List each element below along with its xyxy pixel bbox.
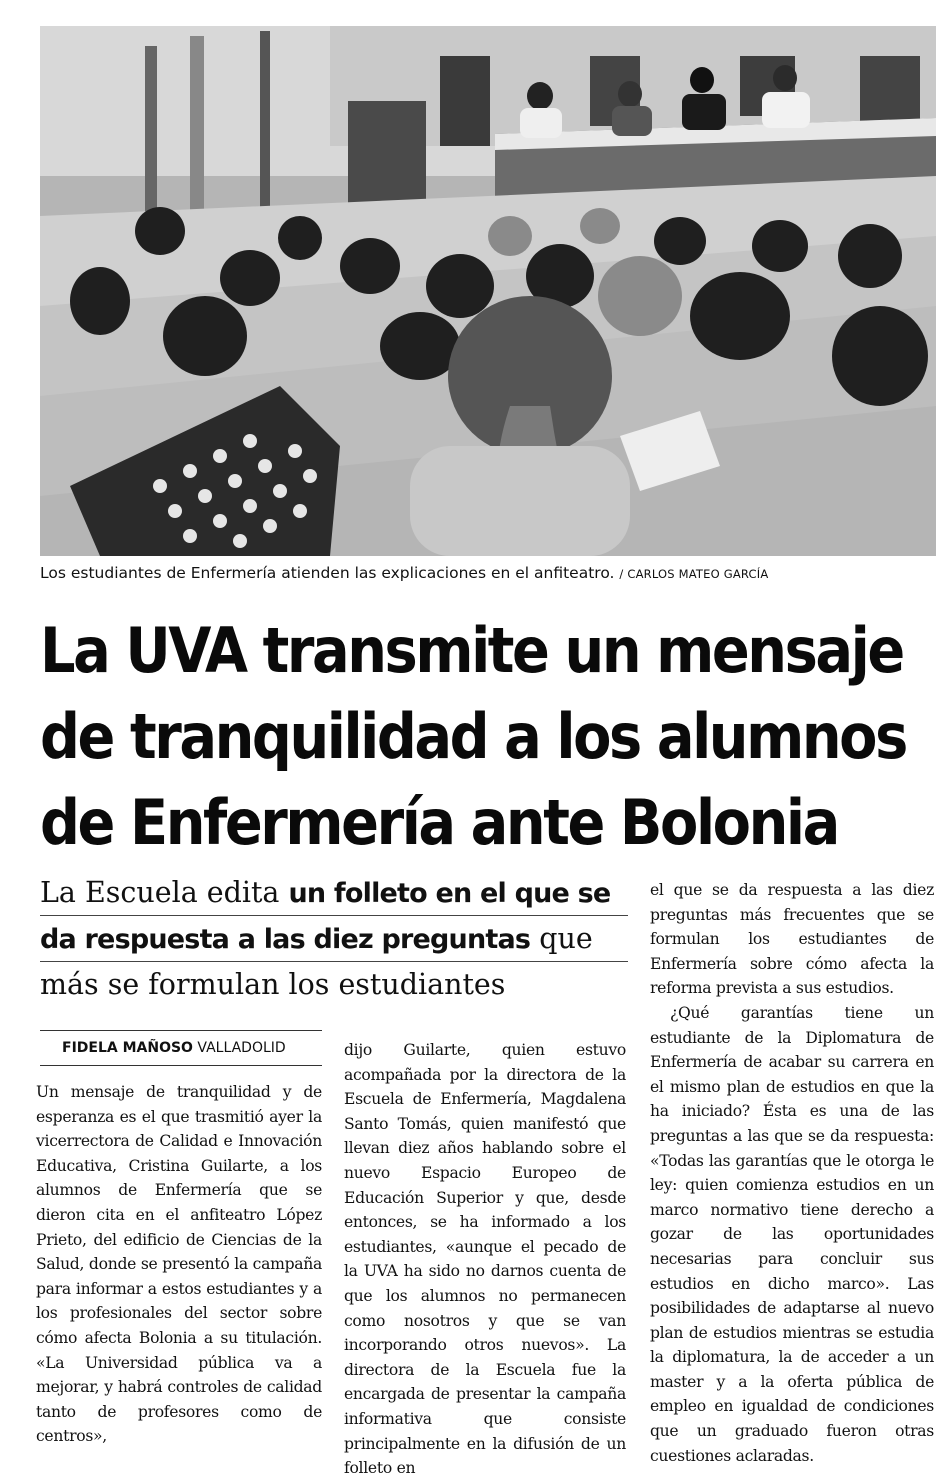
column-1-text: Un mensaje de tranquilidad y de esperanza es el que trasmitió ayer la vicerrectora de Calidad e Innovación Educativa, Cristina Guilarte, a los alumnos de Enfermería que se dieron cita en el anfiteatro López Prieto, del edificio de Ciencias de la Salud, donde se presentó la campaña para informar a estos estudiantes y a los profesionales del sector sobre cómo afecta Bolonia a su titulación. «La Universidad pública va a mejorar, y habrá controles de calidad tanto de profesores como de centros»,: [36, 1083, 322, 1446]
subhead-line-3: [40, 962, 628, 1007]
column-3-paragraph-1: el que se da respuesta a las diez preguntas más frecuentes que se formulan los estudiantes de Enfermería sobre cómo afecta la reforma prevista a sus estudios.: [650, 881, 934, 998]
subhead-line-1: [40, 870, 628, 916]
article-column-1: [36, 1080, 322, 1449]
subhead-bold-1: un folleto en el que se: [288, 878, 611, 909]
photo-caption: [40, 561, 936, 585]
column-3-paragraph-2: ¿Qué garantías tiene un estudiante de la Diplomatura de Enfermería de acabar su carrera en el mismo plan de estudios en que la ha iniciado? Ésta es una de las preguntas a las que se da respuesta: «Todas las garantías que le otorga le ley: quien comienza estudios en un marco normativo tiene derecho a gozar de las oportunidades necesarias para concluir sus estudios en dicho marco». Las posibilidades de adaptarse al nuevo plan de estudios mientras se estudia la diplomatura, la de acceder a un master y a la oferta pública de empleo en igualdad de condiciones que un graduado fueron otras cuestiones aclaradas.: [650, 1003, 934, 1465]
article-column-3: [650, 878, 934, 1468]
news-photo: [40, 26, 936, 556]
byline-author: FIDELA MAÑOSO: [62, 1040, 193, 1056]
subhead-line-2: [40, 916, 628, 962]
headline-line-3: de Enfermería ante Bolonia: [40, 786, 838, 859]
headline-line-1: La UVA transmite un mensaje: [40, 614, 903, 687]
headline: [40, 608, 936, 866]
subheadline: [40, 870, 628, 1007]
subhead-part-3: más se formulan los estudiantes: [40, 968, 506, 1001]
byline-location: VALLADOLID: [197, 1040, 286, 1056]
byline: [40, 1030, 322, 1066]
subhead-part-1: La Escuela edita: [40, 876, 289, 909]
article-column-2: [344, 1038, 626, 1481]
photo-credit: / CARLOS MATEO GARCÍA: [619, 567, 769, 581]
column-2-text: dijo Guilarte, quien estuvo acompañada por la directora de la Escuela de Enfermería, Magdalena Santo Tomás, quien manifestó que llevan diez años hablando sobre el nuevo Espacio Europeo de Educación Superior y que, desde entonces, se ha informado a los estudiantes, «aunque el pecado de la UVA ha sido no darnos cuenta de que los alumnos no permanecen como nosotros y que se van incorporando otros nuevos». La directora de la Escuela fue la encargada de presentar la campaña informativa que consiste principalmente en la difusión de un folleto en: [344, 1041, 626, 1478]
subhead-part-2: que: [530, 922, 593, 955]
headline-line-2: de tranquilidad a los alumnos: [40, 700, 906, 773]
photo-icon: [40, 26, 936, 556]
caption-text: Los estudiantes de Enfermería atienden las explicaciones en el anfiteatro.: [40, 564, 615, 582]
subhead-bold-2: da respuesta a las diez preguntas: [40, 924, 531, 955]
